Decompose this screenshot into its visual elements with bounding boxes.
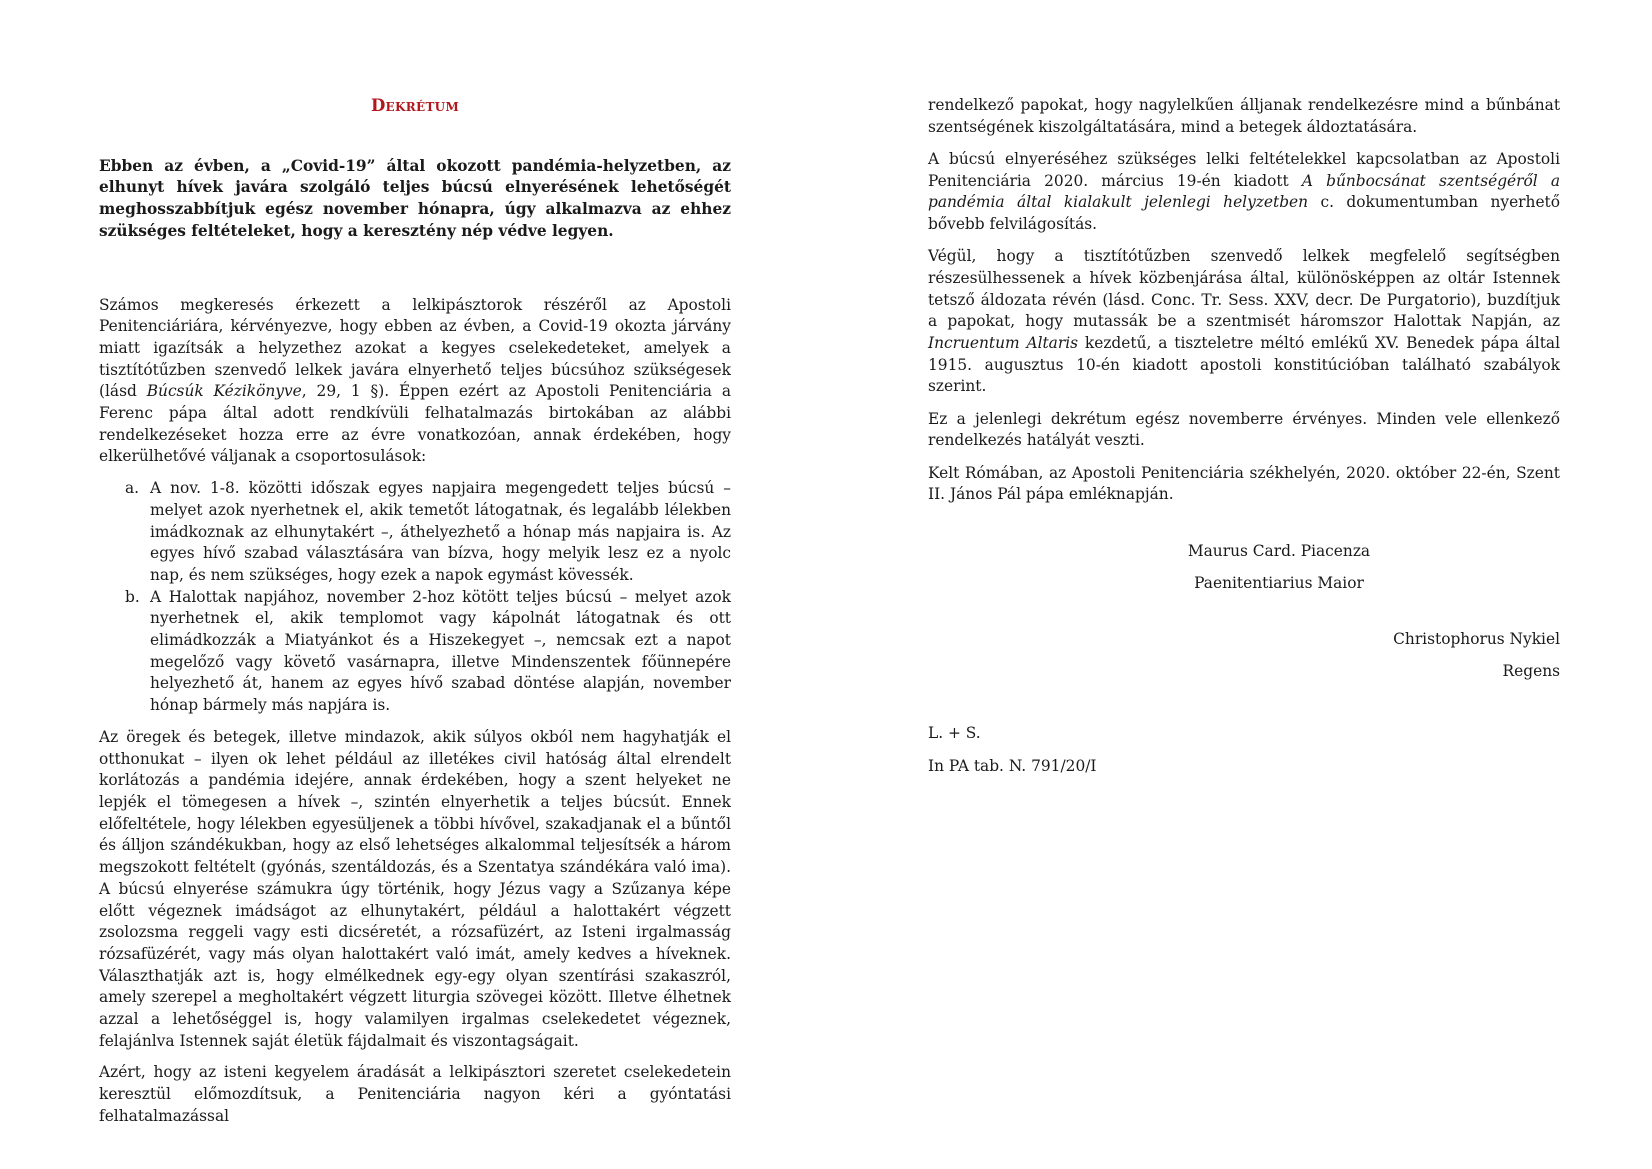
paragraph-elderly-sick: Az öregek és betegek, illetve mindazok, akik súlyos okból nem hagyhatják el otthonukat – ilyen ok lehet például az illetékes civil hatóság által elrendelt korlátozás a pandémia idejére, annak érdekében, hogy a szent helyeket ne lepjék el tömegesen a hívek –, szintén elnyerhetik a teljes búcsút. Ennek előfeltétele, hogy lélekben egyesüljenek a többi hívővel, szakadjanak el a bűntől és álljon szándékukban, hogy az első lehetséges alkalommal teljesítsék a három megszokott feltételt (gyónás, szentáldozás, és a Szentatya szándékára való ima). A búcsú elnyerése számukra úgy történik, hogy Jézus vagy a Szűzanya képe előtt végeznek imádságot az elhunytakért, például a halottakért végzett zsolozsma reggeli vagy esti dicséretét, a rózsafüzért, az Isteni irgalmasság rózsafüzérét, vagy más olyan halottakért való imát, amely kedves a híveknek. Választhatják azt is, hogy elmélkednek egy-egy olyan szentírási szakaszról, amely szerepel a megholtakért végzett liturgia szövegei között. Illetve élhetnek azzal a lehetőséggel is, hogy valamilyen irgalmas cselekedetet végeznek, felajánlva Istennek saját életük fájdalmait és viszontagságait. [99,727,731,1050]
signature-block [928,541,1560,595]
paragraph-text: Számos megkeresés érkezett a lelkipásztorok részéről az Apostoli Penitenciáriára, kérvényezve, hogy ebben az évben, a Covid-19 okozta járvány miatt igazítsák a helyzethez azokat a kegyes cselekedeteket, amelyek a tisztítótűzben szenvedő lelkek javára elnyerhető teljes búcsúhoz szükségesek (lásd [99,295,731,401]
list-marker: b. [125,587,140,606]
list-item-text: A Halottak napjához, november 2-hoz kötött teljes búcsú – melyet azok nyerhetnek el, akik templomot vagy kápolnát látogatnak és ott elimádkozzák a Miatyánkot és a Hiszekegyet –, nemcsak ezt a napot megelőző vagy követő vasárnapra, illetve Mindenszentek főünnepére helyezhető át, hanem az egyes hívő szabad döntése alapján, november hónap bármely más napjára is. [150,587,731,715]
italic-reference: Búcsúk Kézikönyve [146,382,302,401]
protocol-number: In PA tab. N. 791/20/I [928,756,1097,775]
regens-name: Christophorus Nykiel [1393,630,1560,649]
paragraph-dateline: Kelt Rómában, az Apostoli Penitenciária székhelyén, 2020. október 22-én, Szent II. János Pál pápa emléknapján. [928,463,1560,504]
paragraph-text: c. dokumentumban nyerhető bővebb felvilágosítás. [928,193,1560,234]
provisions-list [99,478,731,717]
paragraph-text: kezdetű, a tiszteletre méltó emlékű XV. Benedek pápa által 1915. augusztus 10-én kiadott apostoli konstitúcióban található szabályok szerint. [928,334,1561,396]
signatory-title: Paenitentiarius Maior [1194,574,1364,593]
list-item-text: A nov. 1-8. közötti időszak egyes napjaira megengedett teljes búcsú – melyet azok nyerhetnek el, akik temetőt látogatnak, és legalább lélekben imádkoznak az elhunytakért –, áthelyezhető a hónap más napjaira is. Az egyes hívő szabad választására van bízva, hogy melyik lesz ez a nyolc nap, és nem szükséges, hogy ezek a napok egymást kövessék. [150,479,731,584]
paragraph-text: A búcsú elnyeréséhez szükséges lelki feltételekkel kapcsolatban az Apostoli Penitenciária 2020. március 19-én kiadott [928,149,1560,190]
paragraph-text: , 29, 1 §). Éppen ezért az Apostoli Penitenciária a Ferenc pápa által adott rendkívüli felhatalmazás birtokában az alábbi rendelkezéseket hozza erre az évre vonatkozóan, annak érdekében, hogy elkerülhetővé váljanak a csoportosulások: [99,382,731,466]
reference-block [928,723,1560,777]
paragraph-masses [928,246,1560,398]
paragraph-conditions [928,149,1560,236]
seal-mark: L. + S. [928,724,981,743]
italic-reference: A bűnbocsánat szentségéről a pandémia által kialakult jelenlegi helyzetben [928,171,1561,212]
regens-block [928,629,1560,683]
right-column [928,95,1560,788]
decree-summary: Ebben az évben, a „Covid-19” által okozott pandémia-helyzetben, az elhunyt hívek javára szolgáló teljes búcsú elnyerésének lehetőségét meghosszabbítjuk egész november hónapra, úgy alkalmazva az ehhez szükséges feltételeket, hogy a keresztény nép védve legyen. [99,156,731,240]
left-column [99,95,731,1138]
paragraph-requests [99,295,731,469]
paragraph-priests: rendelkező papokat, hogy nagylelkűen álljanak rendelkezésre mind a bűnbánat szentségének kiszolgáltatására, mind a betegek áldoztatására. [928,96,1560,136]
paragraph-text: Végül, hogy a tisztítótűzben szenvedő lelkek megfelelő segítségben részesülhessenek a hívek közbenjárása által, különösképpen az oltár Istennek tetsző áldozata révén (lásd. Conc. Tr. Sess. XXV, decr. De Purgatorio), buzdítjuk a papokat, hogy mutassák be a szentmisét háromszor Halottak Napján, az [928,247,1560,331]
regens-title: Regens [1502,662,1560,681]
signatory-name: Maurus Card. Piacenza [1187,541,1371,560]
list-marker: a. [125,479,140,498]
paragraph-validity: Ez a jelenlegi dekrétum egész novemberre érvényes. Minden vele ellenkező rendelkezés hatályát veszti. [928,409,1560,450]
paragraph-grace: Azért, hogy az isteni kegyelem áradását a lelkipásztori szeretet cselekedetein keresztül előmozdítsuk, a Penitenciária nagyon kéri a gyóntatási felhatalmazással [99,1063,731,1125]
decree-title: Dekrétum [370,96,460,115]
list-item [99,478,731,587]
italic-reference: Incruentum Altaris [928,334,1079,353]
list-item [99,587,731,717]
